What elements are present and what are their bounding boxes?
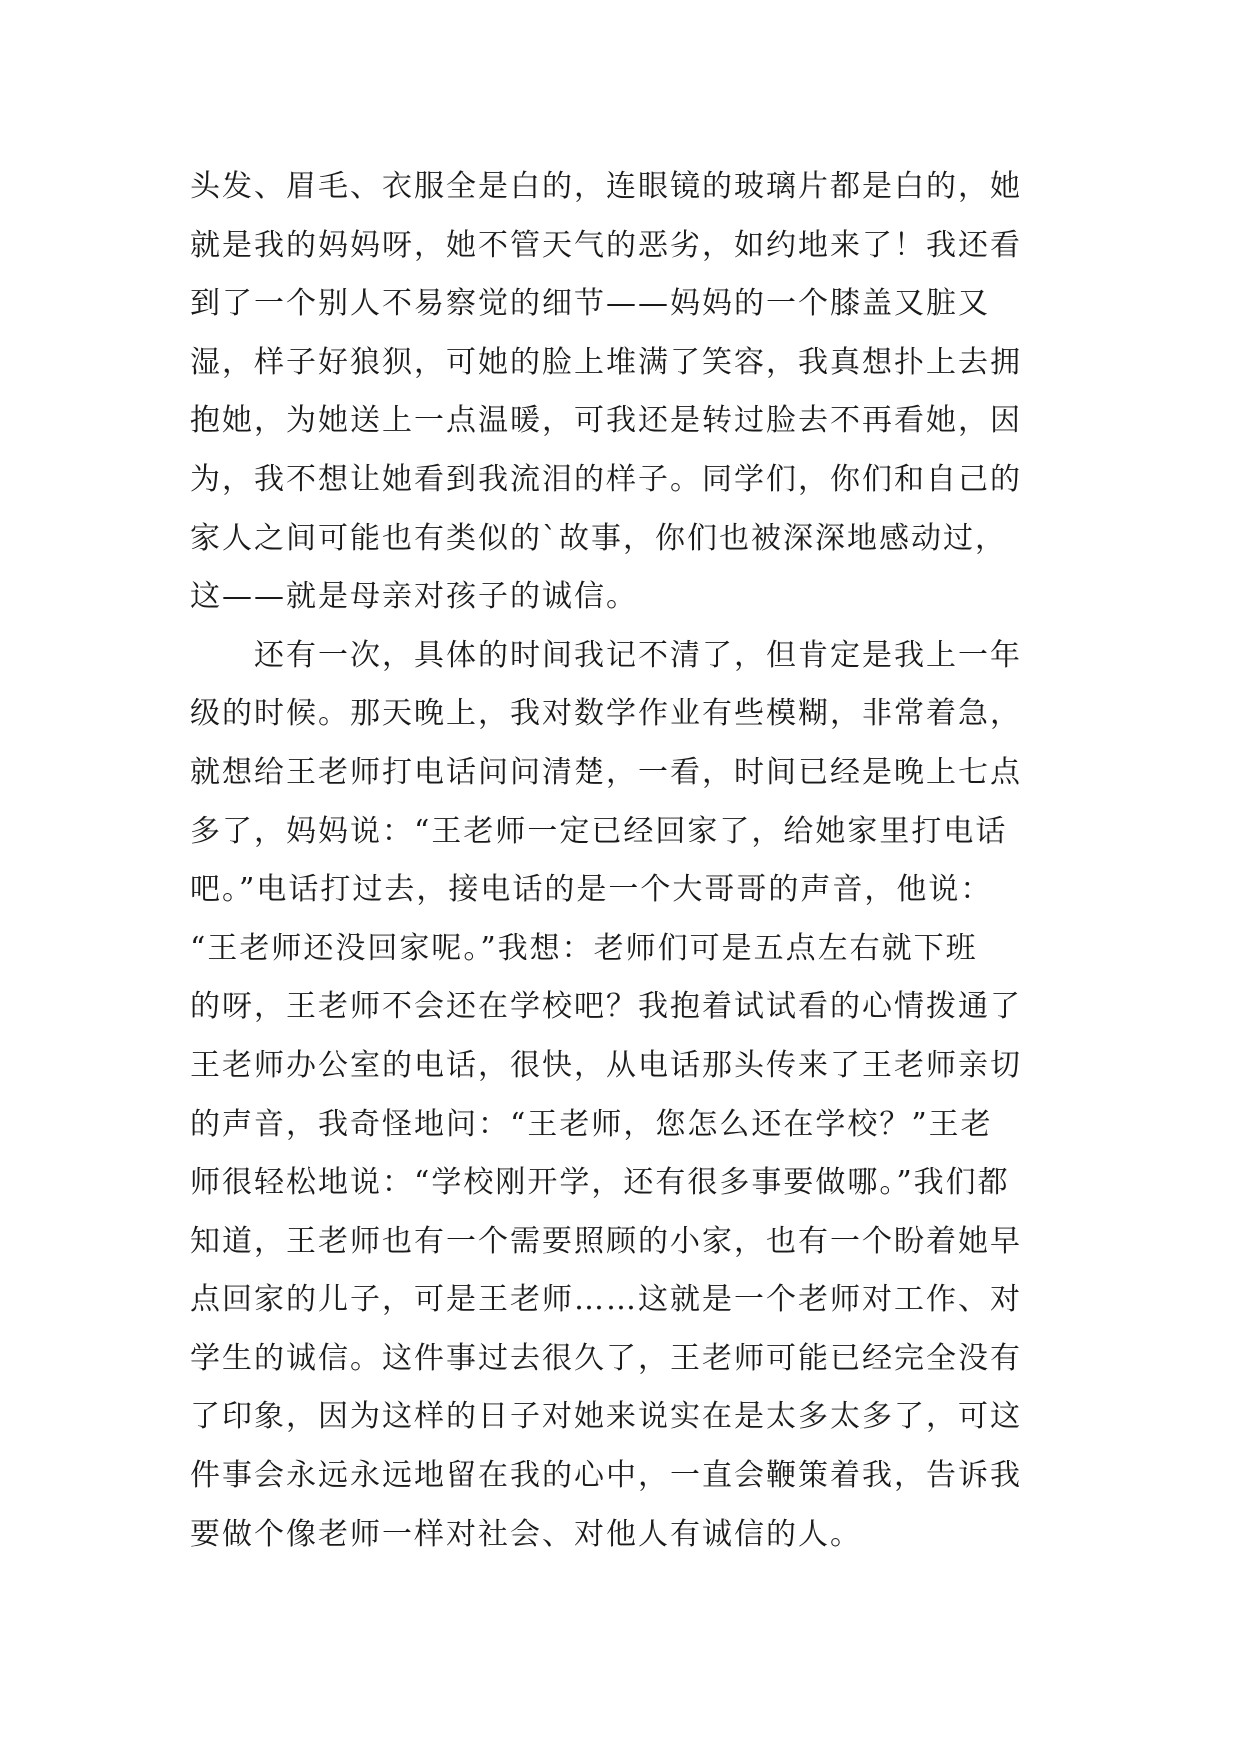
text-line: 知道，王老师也有一个需要照顾的小家，也有一个盼着她早 — [190, 1223, 1022, 1259]
text-line: 件事会永远永远地留在我的心中，一直会鞭策着我，告诉我 — [190, 1458, 1022, 1494]
text-line: 家人之间可能也有类似的`故事，你们也被深深地感动过， — [190, 520, 1007, 556]
paragraph-1 — [190, 158, 1060, 627]
text-line: 了印象，因为这样的日子对她来说实在是太多太多了，可这 — [190, 1399, 1022, 1435]
text-line: 多了，妈妈说：“王老师一定已经回家了，给她家里打电话 — [190, 813, 1008, 849]
text-line: 为，我不想让她看到我流泪的样子。同学们，你们和自己的 — [190, 461, 1022, 497]
text-line: 要做个像老师一样对社会、对他人有诚信的人。 — [190, 1516, 862, 1552]
text-line: 湿，样子好狼狈，可她的脸上堆满了笑容，我真想扑上去拥 — [190, 344, 1022, 380]
text-line: 的呀，王老师不会还在学校吧？我抱着试试看的心情拨通了 — [190, 989, 1022, 1025]
text-line: 级的时候。那天晚上，我对数学作业有些模糊，非常着急， — [190, 696, 1022, 732]
text-line: 吧。”电话打过去，接电话的是一个大哥哥的声音，他说： — [190, 872, 993, 908]
text-line: 点回家的儿子，可是王老师……这就是一个老师对工作、对 — [190, 1282, 1022, 1318]
text-line: 还有一次，具体的时间我记不清了，但肯定是我上一年 — [254, 637, 1022, 673]
text-line: 学生的诚信。这件事过去很久了，王老师可能已经完全没有 — [190, 1340, 1022, 1376]
text-line: 这——就是母亲对孩子的诚信。 — [190, 579, 638, 615]
document-body — [190, 158, 1060, 1564]
text-line: 就是我的妈妈呀，她不管天气的恶劣，如约地来了！我还看 — [190, 227, 1022, 263]
text-line: 抱她，为她送上一点温暖，可我还是转过脸去不再看她，因 — [190, 403, 1022, 439]
text-line: “王老师还没回家呢。”我想：老师们可是五点左右就下班 — [190, 930, 978, 966]
text-line: 到了一个别人不易察觉的细节——妈妈的一个膝盖又脏又 — [190, 286, 990, 322]
text-line: 的声音，我奇怪地问：“王老师，您怎么还在学校？”王老 — [190, 1106, 993, 1142]
text-line: 头发、眉毛、衣服全是白的，连眼镜的玻璃片都是白的，她 — [190, 169, 1022, 204]
paragraph-2 — [190, 627, 1060, 1565]
text-line: 就想给王老师打电话问问清楚，一看，时间已经是晚上七点 — [190, 754, 1022, 790]
text-line: 师很轻松地说：“学校刚开学，还有很多事要做哪。”我们都 — [190, 1165, 1010, 1201]
text-line: 王老师办公室的电话，很快，从电话那头传来了王老师亲切 — [190, 1047, 1022, 1083]
